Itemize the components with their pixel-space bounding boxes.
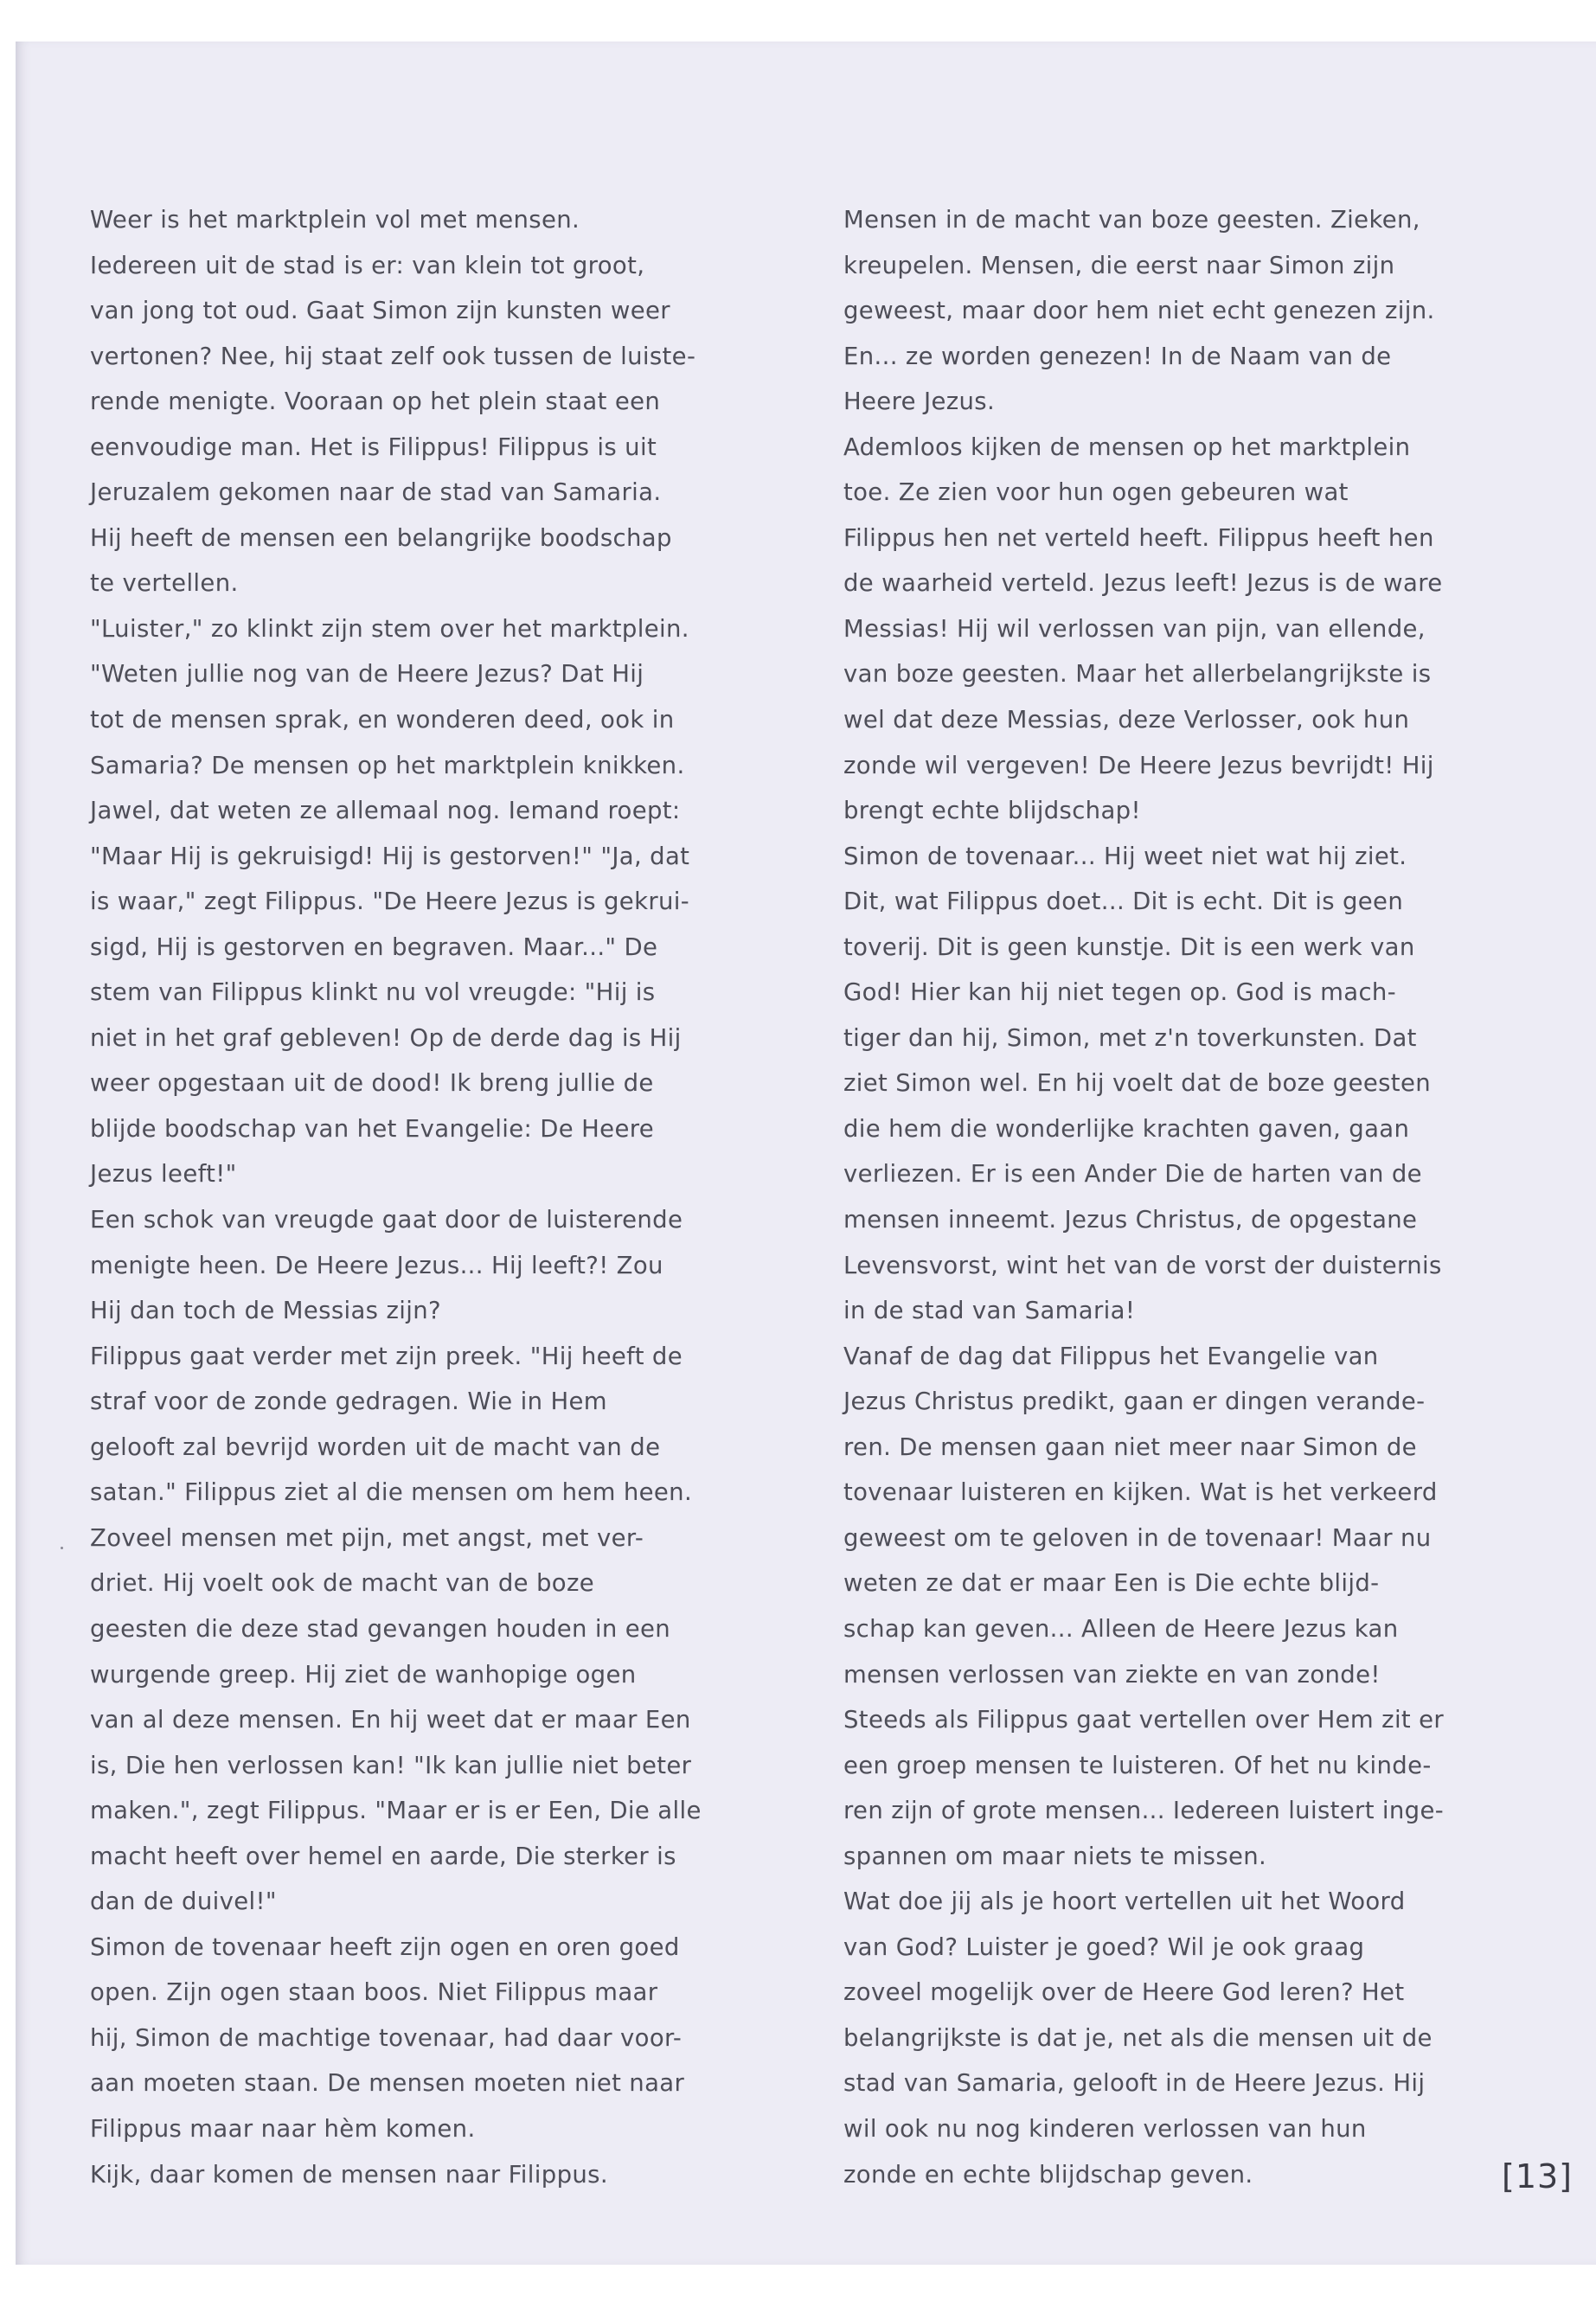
text-line: Hij heeft de mensen een belangrijke boodschap [90, 523, 672, 552]
text-line: brengt echte blijdschap! [843, 797, 1141, 825]
text-line: Simon de tovenaar... Hij weet niet wat hij ziet. [843, 842, 1407, 870]
text-line: sigd, Hij is gestorven en begraven. Maar..." De [90, 933, 658, 961]
text-line: menigte heen. De Heere Jezus... Hij leeft?! Zou [90, 1251, 663, 1279]
text-line: vertonen? Nee, hij staat zelf ook tussen de luiste- [90, 342, 696, 370]
text-line: Filippus maar naar hèm komen. [90, 2114, 476, 2143]
text-line: Zoveel mensen met pijn, met angst, met ver- [90, 1523, 644, 1552]
paragraph [90, 1925, 747, 2152]
text-line: Heere Jezus. [843, 388, 996, 416]
text-line: dan de duivel!" [90, 1888, 277, 1916]
text-line: Een schok van vreugde gaat door de luisterende [90, 1206, 683, 1234]
text-line: Simon de tovenaar heeft zijn ogen en oren goed [90, 1932, 680, 1961]
text-line: geesten die deze stad gevangen houden in een [90, 1614, 671, 1643]
text-line: ren zijn of grote mensen... Iedereen luistert inge- [843, 1797, 1445, 1825]
text-line: is, Die hen verlossen kan! "Ik kan jullie niet beter [90, 1751, 692, 1779]
text-line: tot de mensen sprak, en wonderen deed, ook in [90, 706, 675, 734]
paragraph [843, 1697, 1501, 1879]
text-line: aan moeten staan. De mensen moeten niet naar [90, 2069, 685, 2098]
text-line: zoveel mogelijk over de Heere God leren? Het [843, 1978, 1405, 2007]
text-line: zonde wil vergeven! De Heere Jezus bevrijdt! Hij [843, 751, 1434, 779]
text-line: verliezen. Er is een Ander Die de harten van de [843, 1160, 1422, 1189]
text-line: stad van Samaria, gelooft in de Heere Jezus. Hij [843, 2069, 1426, 2098]
text-line: gelooft zal bevrijd worden uit de macht van de [90, 1433, 661, 1461]
right-text-column [843, 197, 1501, 2197]
text-line: Wat doe jij als je hoort vertellen uit het Woord [843, 1888, 1406, 1916]
text-line: weer opgestaan uit de dood! Ik breng jullie de [90, 1069, 654, 1098]
print-speck [61, 1547, 63, 1549]
text-line: God! Hier kan hij niet tegen op. God is mach- [843, 978, 1396, 1007]
text-line: stem van Filippus klinkt nu vol vreugde: "Hij is [90, 978, 656, 1007]
text-line: hij, Simon de machtige tovenaar, had daar voor- [90, 2023, 683, 2052]
text-line: Messias! Hij wil verlossen van pijn, van ellende, [843, 614, 1426, 643]
text-line: Jezus leeft!" [90, 1160, 237, 1189]
paragraph [90, 606, 747, 1197]
text-line: satan." Filippus ziet al die mensen om hem heen. [90, 1478, 693, 1507]
text-line: wurgende greep. Hij ziet de wanhopige ogen [90, 1660, 637, 1689]
text-line: wel dat deze Messias, deze Verlosser, ook hun [843, 706, 1410, 734]
text-line: zonde en echte blijdschap geven. [843, 2160, 1253, 2189]
left-text-column [90, 197, 747, 2197]
text-line: Steeds als Filippus gaat vertellen over Hem zit er [843, 1706, 1445, 1734]
text-line: driet. Hij voelt ook de macht van de boze [90, 1569, 595, 1598]
text-line: ziet Simon wel. En hij voelt dat de boze geesten [843, 1069, 1431, 1098]
text-line: Samaria? De mensen op het marktplein knikken. [90, 751, 685, 779]
book-page [16, 42, 1596, 2265]
paragraph [90, 1334, 747, 1925]
text-line: wil ook nu nog kinderen verlossen van hun [843, 2114, 1367, 2143]
text-line: eenvoudige man. Het is Filippus! Filippus is uit [90, 433, 657, 461]
text-line: mensen inneemt. Jezus Christus, de opgestane [843, 1206, 1418, 1234]
text-line: weten ze dat er maar Een is Die echte blijd- [843, 1569, 1380, 1598]
text-line: Filippus hen net verteld heeft. Filippus heeft hen [843, 523, 1434, 552]
text-line: Jawel, dat weten ze allemaal nog. Iemand roept: [90, 797, 681, 825]
text-line: "Luister," zo klinkt zijn stem over het marktplein. [90, 614, 689, 643]
text-line: te vertellen. [90, 569, 239, 598]
text-line: geweest, maar door hem niet echt genezen zijn. [843, 297, 1435, 325]
paragraph [843, 425, 1501, 834]
text-line: is waar," zegt Filippus. "De Heere Jezus is gekrui- [90, 888, 690, 916]
text-line: geweest om te geloven in de tovenaar! Maar nu [843, 1523, 1432, 1552]
paragraph [843, 834, 1501, 1334]
text-line: ren. De mensen gaan niet meer naar Simon de [843, 1433, 1417, 1461]
text-line: tovenaar luisteren en kijken. Wat is het verkeerd [843, 1478, 1438, 1507]
text-line: Ademloos kijken de mensen op het marktplein [843, 433, 1411, 461]
text-line: Jezus Christus predikt, gaan er dingen verande- [843, 1388, 1426, 1416]
text-line: in de stad van Samaria! [843, 1297, 1136, 1325]
text-line: van boze geesten. Maar het allerbelangrijkste is [843, 660, 1432, 689]
text-line: blijde boodschap van het Evangelie: De Heere [90, 1114, 655, 1143]
text-line: Jeruzalem gekomen naar de stad van Samaria. [90, 478, 662, 507]
text-line: En... ze worden genezen! In de Naam van de [843, 342, 1392, 370]
paragraph [90, 197, 747, 606]
text-line: belangrijkste is dat je, net als die mensen uit de [843, 2023, 1433, 2052]
text-line: toe. Ze zien voor hun ogen gebeuren wat [843, 478, 1349, 507]
text-line: de waarheid verteld. Jezus leeft! Jezus is de ware [843, 569, 1443, 598]
text-line: Vanaf de dag dat Filippus het Evangelie van [843, 1342, 1379, 1370]
paragraph [843, 1879, 1501, 2197]
text-line: toverij. Dit is geen kunstje. Dit is een werk van [843, 933, 1415, 961]
text-line: tiger dan hij, Simon, met z'n toverkunsten. Dat [843, 1023, 1417, 1052]
paragraph [90, 1197, 747, 1334]
paragraph [843, 1334, 1501, 1697]
text-line: Dit, wat Filippus doet... Dit is echt. Dit is geen [843, 888, 1404, 916]
paragraph [90, 2152, 747, 2198]
text-line: die hem die wonderlijke krachten gaven, gaan [843, 1114, 1410, 1143]
text-line: open. Zijn ogen staan boos. Niet Filippus maar [90, 1978, 658, 2007]
text-line: Kijk, daar komen de mensen naar Filippus. [90, 2160, 608, 2189]
text-line: Filippus gaat verder met zijn preek. "Hij heeft de [90, 1342, 683, 1370]
text-line: Iedereen uit de stad is er: van klein tot groot, [90, 251, 645, 279]
text-line: macht heeft over hemel en aarde, Die sterker is [90, 1842, 676, 1870]
text-line: van jong tot oud. Gaat Simon zijn kunsten weer [90, 297, 670, 325]
text-line: mensen verlossen van ziekte en van zonde! [843, 1660, 1381, 1689]
text-line: Weer is het marktplein vol met mensen. [90, 206, 580, 234]
text-line: rende menigte. Vooraan op het plein staat een [90, 388, 661, 416]
text-line: niet in het graf gebleven! Op de derde dag is Hij [90, 1023, 682, 1052]
text-line: schap kan geven... Alleen de Heere Jezus kan [843, 1614, 1399, 1643]
text-line: spannen om maar niets te missen. [843, 1842, 1267, 1870]
text-line: Mensen in de macht van boze geesten. Zieken, [843, 206, 1420, 234]
text-line: van God? Luister je goed? Wil je ook graag [843, 1932, 1365, 1961]
text-line: "Maar Hij is gekruisigd! Hij is gestorven!" "Ja, dat [90, 842, 690, 870]
text-line: Levensvorst, wint het van de vorst der duisternis [843, 1251, 1442, 1279]
page-number: [13] [1502, 2157, 1574, 2195]
paragraph [843, 197, 1501, 425]
text-line: "Weten jullie nog van de Heere Jezus? Dat Hij [90, 660, 644, 689]
text-line: straf voor de zonde gedragen. Wie in Hem [90, 1388, 607, 1416]
text-line: kreupelen. Mensen, die eerst naar Simon zijn [843, 251, 1395, 279]
text-line: van al deze mensen. En hij weet dat er maar Een [90, 1706, 691, 1734]
text-line: een groep mensen te luisteren. Of het nu kinde- [843, 1751, 1432, 1779]
text-line: maken.", zegt Filippus. "Maar er is er Een, Die alle [90, 1797, 702, 1825]
text-line: Hij dan toch de Messias zijn? [90, 1297, 441, 1325]
